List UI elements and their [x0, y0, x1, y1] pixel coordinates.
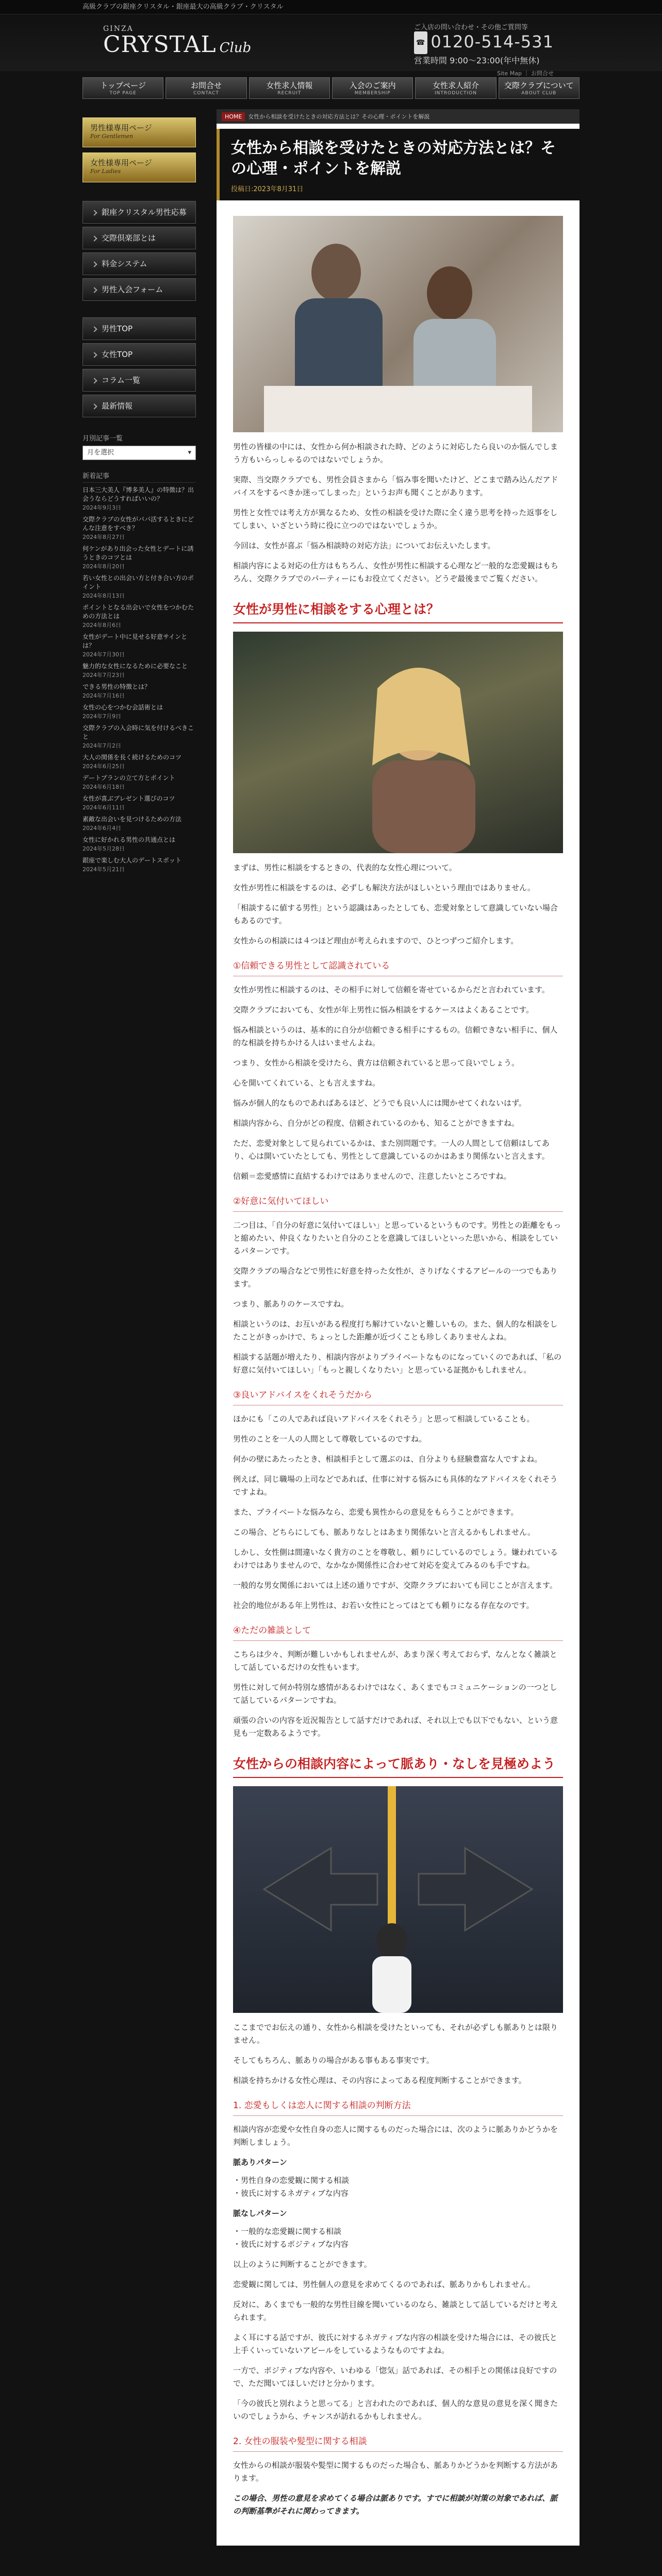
new-post-date: 2024年8月6日 [82, 622, 121, 629]
new-post-item[interactable] [82, 545, 196, 571]
new-post-item[interactable] [82, 683, 196, 700]
archive-label: 月別記事一覧 [82, 435, 123, 443]
breadcrumb [217, 109, 580, 124]
pattern-yes-list: ・男性自身の恋愛観に関する相談 ・彼氏に対するネガティブな内容 [233, 2176, 350, 2198]
new-post-item[interactable] [82, 486, 196, 512]
logo-main: CRYSTAL [103, 31, 217, 58]
para-31: 一般的な男女関係においては上述の通りですが、交際クラブにおいても同じことが言えます。 [233, 1581, 557, 1590]
para-23: 相談する話題が増えたり、相談内容がよりプライベートなものになっていくのであれば、「私の好意に気付いてほしい」「もっと親しくなりたい」と思っている証拠かもしれません。 [233, 1352, 562, 1375]
site-logo[interactable] [103, 25, 251, 57]
article-photo-couple [233, 216, 563, 432]
new-post-item[interactable] [82, 856, 196, 874]
article-photo-crossroads [233, 1786, 563, 2013]
main-article [217, 109, 580, 2546]
global-nav [82, 77, 580, 99]
crossroads-illustration [233, 1786, 563, 2013]
para-12: 悩み相談というのは、基本的に自分が信頼できる相手にするもの。信頼できない相手に、個人的な相談を持ちかける人はいませんよね。 [233, 1025, 558, 1047]
new-post-date: 2024年6月11日 [82, 804, 125, 811]
contact-tagline: ご入店の問い合わせ・その他ご質問等 [413, 24, 528, 31]
para-35: 頑張の合いの内容を近況報告として話すだけであれば、それ以上でも以下でもない、という意見も一定数あるようです。 [233, 1716, 558, 1738]
new-posts-list [82, 486, 196, 874]
nav-about[interactable]: 交際クラブについて ABOUT CLUB [499, 77, 580, 99]
para-27: 例えば、同じ職場の上司などであれば、仕事に対する悩みにも具体的なアドバイスをくれそうですよね。 [233, 1475, 558, 1497]
new-post-date: 2024年7月23日 [82, 672, 125, 679]
new-post-date: 2024年7月9日 [82, 713, 121, 720]
nav-contact[interactable]: お問合せ CONTACT [166, 77, 246, 99]
gentlemen-page-button[interactable]: 男性様専用ページ For Gentlemen [82, 117, 196, 147]
subsection-heading-3: ③良いアドバイスをくれそうだから [233, 1389, 563, 1405]
para-47: 「今の彼氏と別れようと思ってる」と言われたのであれば、個人的な意見の意見を深く聞きたいのでしょうから、チャンスが訪れるかもしれません。 [233, 2399, 558, 2421]
para-45: よく耳にする話ですが、彼氏に対するネガティブな内容の相談を受けた場合には、その彼氏と上手くいっていないアピールをしているようなものですよね。 [233, 2333, 557, 2355]
new-post-date: 2024年6月4日 [82, 825, 121, 832]
para-38: 相談を持ちかける女性心理は、その内容によってある程度判断することができます。 [233, 2076, 526, 2085]
article-header [217, 129, 580, 200]
nav-recruit[interactable]: 女性求人情報 RECRUIT [249, 77, 330, 99]
business-hours: 営業時間 9:00～23:00(年中無休) [413, 56, 540, 65]
section-heading-2: 女性からの相談内容によって脈あり・なしを見極めよう [233, 1755, 563, 1778]
topbar: 高級クラブの銀座クリスタル・銀座最大の高級クラブ・クリスタル [0, 0, 662, 14]
para-9: 女性からの相談には４つほど理由が考えられますので、ひとつずつご紹介します。 [233, 936, 519, 945]
new-post-item[interactable] [82, 794, 196, 812]
para-5: 相談内容による対応の仕方はもちろん、女性が男性に相談する心理など一般的な恋愛観はもちろん、交際クラブでのパーティーにもお役立てください。どうぞ最後までご覧ください。 [233, 561, 558, 583]
article-photo-woman [233, 632, 563, 853]
new-post-title: 何ケンがあり出会った女性とデートに誘うときのコツとは [82, 545, 194, 561]
site-header [0, 14, 662, 77]
pattern-no-list: ・一般的な恋愛観に関する相談 ・彼氏に対するポジティブな内容 [233, 2227, 349, 2249]
phone-text: 0120-514-531 [431, 32, 554, 52]
breadcrumb-home[interactable]: HOME [222, 112, 245, 121]
article-body [217, 200, 580, 2546]
new-post-date: 2024年7月30日 [82, 651, 125, 658]
new-post-item[interactable] [82, 574, 196, 600]
pattern-yes-label: 脈ありパターン [233, 2158, 287, 2167]
new-posts-label: 新着記事 [82, 470, 196, 483]
new-post-date: 2024年6月25日 [82, 763, 125, 770]
para-11: 交際クラブにおいても、女性が年上男性に悩み相談をするケースはよくあることです。 [233, 1005, 534, 1014]
new-post-title: 女性がデート中に見せる好意サインとは？ [82, 633, 188, 649]
para-21: つまり、脈ありのケースですね。 [233, 1299, 349, 1309]
new-post-date: 2024年9月3日 [82, 504, 121, 511]
para-14: 心を開いてくれている、とも言えますね。 [233, 1078, 380, 1088]
para-4: 今回は、女性が喜ぶ「悩み相談時の対応方法」についてお伝えいたします。 [233, 541, 495, 550]
para-13: つまり、女性から相談を受けたら、貴方は信頼されていると思って良いでしょう。 [233, 1058, 520, 1067]
para-25: 男性のことを一人の人間として尊敬しているのですね。 [233, 1434, 427, 1444]
subsection-heading-2: ②好意に気付いてほしい [233, 1195, 563, 1212]
subsection-heading-5: 1. 恋愛もしくは恋人に関する相談の判断方法 [233, 2099, 563, 2116]
new-post-title: 女性に好かれる男性の共通点とは [82, 836, 176, 843]
sidebar-item-male-apply[interactable]: 銀座クリスタル男性応募 [82, 201, 196, 224]
sidebar-item-join-form[interactable]: 男性入会フォーム [82, 278, 196, 301]
para-37: そしてもちろん、脈ありの場合がある事もある事実です。 [233, 2056, 434, 2065]
ladies-page-button[interactable]: 女性様専用ページ For Ladies [82, 152, 196, 182]
new-post-title: 交際クラブの女性がパパ活するときにどんな注意をすべき？ [82, 516, 194, 532]
new-post-title: 日本三大美人『博多美人』の特徴は？出会うならどうすればいいの？ [82, 486, 194, 502]
para-22: 相談というのは、お互いがある程度打ち解けていないと難しいもの。また、個人的な相談をしたことがきっかけで、ちょっとした距離が近づくことも珍しくありませんよね。 [233, 1319, 558, 1342]
para-7: 女性が男性に相談をするのは、必ずしも解決方法がほしいという理由ではありません。 [233, 883, 535, 892]
new-post-title: 若い女性との出会い方と付き合い方のポイント [82, 574, 194, 590]
para-1: 男性の皆様の中には、女性から何か相談された時、どのように対応したら良いのか悩んでしまう方もいらっしゃるのではないでしょうか。 [233, 442, 558, 464]
para-32: 社会的地位がある年上男性は、お若い女性にとってはとても頼りになる存在なのです。 [233, 1601, 534, 1610]
new-post-title: 交際クラブの入会時に気を付けるべきこと [82, 724, 194, 740]
para-33: こちらは少々、判断が難しいかもしれませんが、あまり深く考えておらず、なんとなく雑談として話しているだけの女性もいます。 [233, 1650, 557, 1672]
new-post-date: 2024年8月13日 [82, 592, 125, 599]
para-34: 男性に対して何か特別な感情があるわけではなく、あくまでもコミュニケーションの一つとして話しているパターンですね。 [233, 1683, 557, 1705]
para-29: この場合、どちらにしても、脈ありなしとはあまり関係ないと言えるかもしれません。 [233, 1528, 535, 1537]
nav-membership[interactable]: 入会のご案内 MEMBERSHIP [332, 77, 413, 99]
page-title: 女性から相談を受けたときの対応方法とは？その心理・ポイントを解説 [231, 139, 556, 178]
sidebar-item-news[interactable]: 最新情報 [82, 395, 196, 417]
para-39: 相談内容が恋愛や女性自身の恋人に関するものだった場合には、次のように脈ありかどうかを判断しましょう。 [233, 2125, 558, 2147]
para-10: 女性が男性に相談するのは、その相手に対して信頼を寄せているからだと言われています。 [233, 985, 550, 994]
para-6: まずは、男性に相談をするときの、代表的な女性心理について。 [233, 863, 457, 872]
new-post-item[interactable] [82, 724, 196, 750]
new-post-title: ポイントとなる出会いで女性をつかむための方法とは [82, 604, 194, 620]
subsection-heading-1: ①信頼できる男性として認識されている [233, 960, 563, 976]
new-post-date: 2024年8月20日 [82, 563, 125, 570]
new-post-date: 2024年8月27日 [82, 534, 125, 540]
new-post-title: 魅力的な女性になるために必要なこと [82, 663, 188, 670]
section-heading: 女性が男性に相談をする心理とは？ [233, 601, 563, 623]
subsection-heading-6: 2. 女性の服装や髪型に関する相談 [233, 2435, 563, 2452]
para-19: 二つ目は、「自分の好意に気付いてほしい」と思っているというものです。男性との距離をもっと縮めたい、仲良くなりたいと自分のことを意識してほしいといった思いから、相談をしているパターンです。 [233, 1221, 561, 1256]
para-49: この場合、男性の意見を求めてくる場合は脈ありです。すでに相談が対策の対象であれば、脈の判断基準がそれに関わってきます。 [233, 2494, 558, 2516]
new-post-title: できる男性の特徴とは？ [82, 683, 151, 690]
new-post-title: 女性が喜ぶプレゼント選びのコツ [82, 795, 175, 802]
para-30: しかし、女性側は間違いなく貴方のことを尊敬し、頼りにしているのでしょう。嫌われているわけではありませんので、なかなか関係性に合わせて対応を変えてみるのも手ですね。 [233, 1548, 558, 1570]
para-17: ただ、恋愛対象として見られているかは、また別問題です。一人の人間として信頼はしてあり、心は開いていたとしても、男性として意識しているのかはあまり関係ないと言えます。 [233, 1139, 550, 1161]
subsection-heading-4: ④ただの雑談として [233, 1624, 563, 1641]
para-16: 相談内容から、自分がどの程度、信頼されているのかも、知ることができますね。 [233, 1118, 520, 1128]
new-post-item[interactable] [82, 603, 196, 630]
breadcrumb-current: 女性から相談を受けたときの対応方法とは？その心理・ポイントを解説 [248, 113, 430, 120]
para-26: 何かの壁にあたったとき、相談相手として選ぶのは、自分よりも経験豊富な人ですよね。 [233, 1454, 542, 1464]
nav-introduction[interactable]: 女性求人紹介 INTRODUCTION [415, 77, 496, 99]
woman-illustration [233, 632, 563, 853]
archive-select[interactable]: 月を選択 ▾ [82, 446, 196, 460]
para-8: 「相談するに値する男性」という認識はあったとしても、恋愛対象として意識していない場合もあるのです。 [233, 903, 558, 925]
new-post-title: 大人の関係を長く続けるためのコツ [82, 754, 182, 761]
new-post-title: デートプランの立て方とポイント [82, 774, 175, 782]
para-18: 信頼＝恋愛感情に直結するわけではありませんので、注意したいところですね。 [233, 1172, 511, 1181]
sidebar [82, 117, 196, 877]
new-post-date: 2024年5月28日 [82, 845, 125, 852]
new-post-item[interactable] [82, 774, 196, 791]
para-28: また、プライベートな悩みなら、恋愛も異性からの意見をもらうことができます。 [233, 1507, 519, 1517]
new-post-item[interactable] [82, 703, 196, 721]
para-36: ここまででお伝えの通り、女性から相談を受けたといっても、それが必ずしも脈ありとは限りません。 [233, 2023, 558, 2045]
header-links[interactable]: Site Map ｜ お問合せ [497, 70, 554, 77]
new-post-item[interactable] [82, 633, 196, 659]
new-post-item[interactable] [82, 753, 196, 771]
pattern-no-label: 脈なしパターン [233, 2209, 287, 2218]
sidebar-item-male-top[interactable]: 男性TOP [82, 317, 196, 340]
para-44: 反対に、あくまでも一般的な男性目線を聞いているのなら、雑談として話しているだけと考えられます。 [233, 2300, 558, 2322]
sidebar-item-pricing[interactable]: 料金システム [82, 252, 196, 275]
logo-small: GINZA [103, 25, 134, 33]
sidebar-item-female-top[interactable]: 女性TOP [82, 343, 196, 366]
para-3: 男性と女性では考え方が異なるため、女性の相談を受けた際に全く違う思考を持った返事をしてしまい、いざという時に役に立つのではないでしょうか。 [233, 508, 558, 530]
header-contact [414, 22, 554, 77]
new-post-date: 2024年7月16日 [82, 692, 125, 699]
new-post-date: 2024年6月18日 [82, 784, 125, 790]
new-post-title: 素敵な出会いを見つけるための方法 [82, 816, 182, 823]
para-42: 以上のように判断することができます。 [233, 2260, 372, 2269]
logo-club: Club [219, 40, 252, 56]
post-date: 投稿日:2023年8月31日 [231, 185, 304, 193]
nav-top[interactable]: トップページ TOP PAGE [82, 77, 163, 99]
phone-icon: ☎ [414, 31, 427, 54]
para-48: 女性からの相談が服装や髪型に関するものだった場合も、脈ありかどうかを判断する方法があります。 [233, 2461, 558, 2483]
new-post-title: 銀座で楽しむ大人のデートスポット [82, 857, 181, 864]
para-20: 交際クラブの場合などで男性に好意を持った女性が、さりげなくするアピールの一つでもあります。 [233, 1266, 558, 1289]
phone-number[interactable] [414, 31, 554, 54]
new-post-item[interactable] [82, 836, 196, 853]
new-post-item[interactable] [82, 662, 196, 680]
para-24: ほかにも「この人であれば良いアドバイスをくれそう」と思って相談していることも。 [233, 1414, 535, 1423]
new-post-item[interactable] [82, 815, 196, 833]
para-46: 一方で、ポジティブな内容や、いわゆる「惚気」話であれば、その相手との関係は良好ですので、ただ聞いてほしいだけと分かります。 [233, 2366, 557, 2388]
para-15: 悩みが個人的なものであればあるほど、どうでも良い人には聞かせてくれないはず。 [233, 1098, 526, 1108]
para-43: 恋愛観に関しては、男性個人の意見を求めてくるのであれば、脈ありかもしれません。 [233, 2280, 535, 2289]
new-post-date: 2024年7月2日 [82, 742, 121, 749]
new-post-title: 女性の心をつかむ会話術とは [82, 704, 163, 711]
para-2: 実際、当交際クラブでも、男性会員さまから「悩み事を聞いたけど、どこまで踏み込んだアドバイスをするべきか迷ってしまった」というお声も聞くことがあります。 [233, 475, 558, 497]
couple-illustration [233, 216, 563, 432]
new-post-item[interactable] [82, 515, 196, 541]
new-post-date: 2024年5月21日 [82, 866, 125, 873]
sidebar-item-columns[interactable]: コラム一覧 [82, 369, 196, 392]
sidebar-item-about-club[interactable]: 交際倶楽部とは [82, 227, 196, 249]
